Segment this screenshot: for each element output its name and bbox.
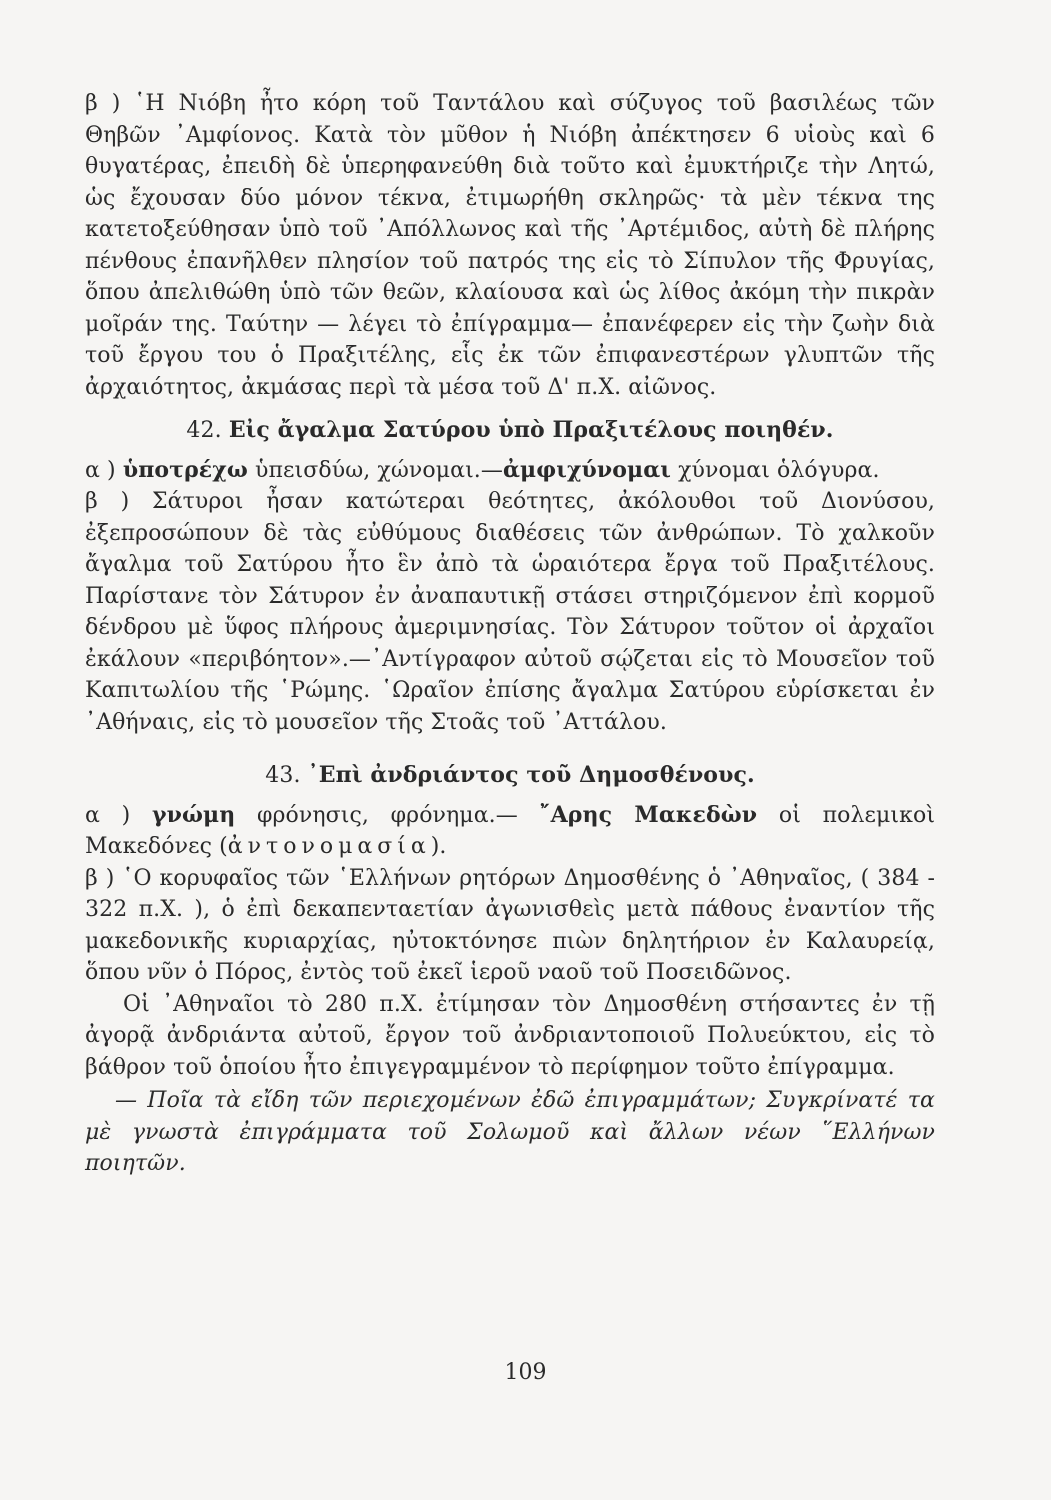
- gloss-definition: φρόνησις, φρόνημα.—: [257, 802, 518, 828]
- paragraph-satyr-text: Σάτυροι ἦσαν κατώτεραι θεότητες, ἀκόλουθοι τοῦ Διονύσου, ἐξεπροσώπουν δὲ τὰς εὐθύμους διαθέσεις τῶν ἀνθρώπων. Τὸ χαλκοῦν ἄγαλμα τοῦ Σατύρου ἦτο ἓν ἀπὸ τὰ ὡραιότερα ἔργα τοῦ Πραξιτέλους. Παρίστανε τὸν Σάτυρον ἐν ἀναπαυτικῇ στάσει στηριζόμενον ἐπὶ κορμοῦ δένδρου μὲ ὕφος πλήρους ἀμεριμνησίας. Τὸν Σάτυρον τοῦτον οἱ ἀρχαῖοι ἐκάλουν «περιβόητον».—᾿Αντίγραφον αὐτοῦ σῴζεται εἰς τὸ Μουσεῖον τοῦ Καπιτωλίου τῆς ῾Ρώμης. ῾Ωραῖον ἐπίσης ἄγαλμα Σατύρου εὑρίσκεται ἐν ᾿Αθήναις, εἰς τὸ μουσεῖον τῆς Στοᾶς τοῦ ᾿Αττάλου.: [85, 489, 936, 735]
- gloss-spaced-term: ἀντονομασία: [227, 834, 431, 859]
- gloss-definition: οἱ πολεμικοὶ Μακεδόνες (: [85, 802, 936, 859]
- heading-43: [85, 760, 935, 792]
- gloss-definition: χύνομαι ὁλόγυρα.: [678, 457, 880, 483]
- gloss-term: γνώμη: [151, 801, 236, 828]
- paragraph-niobe: β ) ῾Η Νιόβη ἦτο κόρη τοῦ Ταντάλου καὶ σύζυγος τοῦ βασιλέως τῶν Θηβῶν ᾿Αμφίονος. Κατὰ τὸν μῦθον ἡ Νιόβη ἀπέκτησεν 6 υἱοὺς καὶ 6 θυγατέρας, ἐπειδὴ δὲ ὑπερηφανεύθη διὰ τοῦτο καὶ ἐμυκτήριζε τὴν Λητώ, ὡς ἔχουσαν δύο μόνον τέκνα, ἐτιμωρήθη σκληρῶς· τὰ μὲν τέκνα της κατετοξεύθησαν ὑπὸ τοῦ ᾿Απόλλωνος καὶ τῆς ᾿Αρτέμιδος, αὐτὴ δὲ πλήρης πένθους ἐπανῆλθεν πλησίον τοῦ πατρός της εἰς τὸ Σίπυλον τῆς Φρυγίας, ὅπου ἀπελιθώθη ὑπὸ τῶν θεῶν, κλαίουσα καὶ ὡς λίθος ἀκόμη τὴν πικρὰν μοῖράν της. Ταύτην — λέγει τὸ ἐπίγραμμα— ἐπανέφερεν εἰς τὴν ζωὴν διὰ τοῦ ἔργου του ὁ Πραξιτέλης, εἷς ἐκ τῶν ἐπιφανεστέρων γλυπτῶν τῆς ἀρχαιότητος, ἀκμάσας περὶ τὰ μέσα τοῦ Δ' π.Χ. αἰῶνος.: [85, 91, 935, 400]
- page-content: [85, 88, 935, 1180]
- gloss-close: ).: [430, 834, 447, 859]
- heading-43-number: 43.: [265, 763, 301, 788]
- paragraph-question: — Ποῖα τὰ εἴδη τῶν περιεχομένων ἐδῶ ἐπιγραμμάτων; Συγκρίνατέ τα μὲ γνωστὰ ἐπιγράμματα τοῦ Σολωμοῦ καὶ ἄλλων νέων ῞Ελλήνων ποιητῶν.: [85, 1088, 935, 1176]
- heading-42-title: Εἰς ἄγαλμα Σατύρου ὑπὸ Πραξιτέλους ποιηθέν.: [228, 417, 834, 443]
- paragraph-satyr: [85, 486, 935, 738]
- gloss-label: α ): [85, 457, 116, 483]
- paragraph-demosthenes: [85, 863, 935, 989]
- gloss-42-a: [85, 455, 935, 487]
- gloss-term: ἀμφιχύνομαι: [502, 456, 672, 483]
- heading-42: [85, 415, 935, 447]
- gloss-label: α ): [85, 802, 131, 828]
- paragraph-statue: Οἱ ᾿Αθηναῖοι τὸ 280 π.Χ. ἐτίμησαν τὸν Δημοσθένη στήσαντες ἐν τῇ ἀγορᾷ ἀνδριάντα αὐτοῦ, ἔργον τοῦ ἀνδριαντοποιοῦ Πολυεύκτου, εἰς τὸ βάθρον τοῦ ὁποίου ἦτο ἐπιγεγραμμένον τὸ περίφημον τοῦτο ἐπίγραμμα.: [85, 991, 935, 1080]
- paragraph-demosthenes-text: ῾Ο κορυφαῖος τῶν ῾Ελλήνων ρητόρων Δημοσθένης ὁ ᾿Αθηναῖος, ( 384 - 322 π.Χ. ), ὁ ἐπὶ δεκαπενταετίαν ἀγωνισθεὶς μετὰ πάθους ἐναντίον τῆς μακεδονικῆς κυριαρχίας, ηὐτοκτόνησε πιὼν δηλητήριον ἐν Καλαυρείᾳ, ὅπου νῦν ὁ Πόρος, ἐντὸς τοῦ ἐκεῖ ἱεροῦ ναοῦ τοῦ Ποσειδῶνος.: [85, 865, 935, 985]
- gloss-term: ὑποτρέχω: [122, 456, 248, 483]
- gloss-definition: ὑπεισδύω, χώνομαι.—: [255, 457, 503, 483]
- heading-42-number: 42.: [186, 418, 222, 443]
- gloss-label: β ): [85, 865, 115, 891]
- heading-43-title: ᾿Επὶ ἀνδριάντος τοῦ Δημοσθένους.: [307, 762, 755, 788]
- gloss-term: ῎Αρης Μακεδὼν: [539, 801, 758, 828]
- gloss-label: β ): [85, 489, 130, 514]
- gloss-43-a: [85, 800, 935, 863]
- page-number: 109: [504, 1360, 547, 1385]
